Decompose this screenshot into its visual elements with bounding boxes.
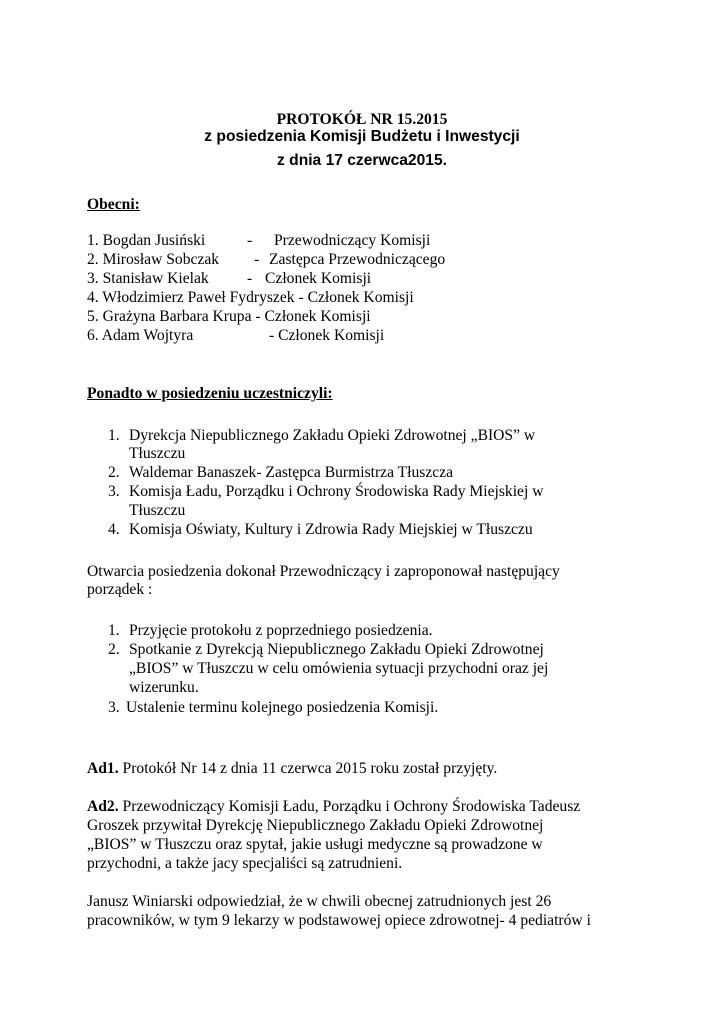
opening-text: Otwarcia posiedzenia dokonał Przewodniczący i zaproponował następujący — [87, 563, 560, 580]
ad1-paragraph — [87, 759, 497, 779]
ad2-text: „BIOS” w Tłuszczu oraz spytał, jakie usługi medyczne są prowadzone w — [87, 836, 543, 853]
agenda-text: Przyjęcie protokołu z poprzedniego posiedzenia. — [129, 622, 433, 639]
participant-text: Komisja Oświaty, Kultury i Zdrowia Rady Miejskiej w Tłuszczu — [129, 521, 533, 538]
agenda-number: 3. — [108, 699, 120, 716]
ad1-text: Protokół Nr 14 z dnia 11 czerwca 2015 roku został przyjęty. — [118, 760, 498, 777]
document-title: PROTOKÓŁ NR 15.2015 — [276, 111, 448, 128]
participant-text: Waldemar Banaszek- Zastępca Burmistrza Tłuszcza — [129, 464, 454, 481]
ad2-text: przychodni, a także jacy specjaliści są zatrudnieni. — [87, 855, 403, 872]
agenda-number: 2. — [108, 641, 120, 658]
member-name: 3. Stanisław Kielak — [87, 270, 209, 287]
member-name: 6. Adam Wojtyra — [87, 327, 194, 344]
member-row: 4. Włodzimierz Paweł Fydryszek - Członek Komisji — [87, 289, 414, 306]
member-role: Przewodniczący Komisji — [274, 232, 431, 249]
participant-number: 3. — [108, 483, 120, 500]
winiarski-text: pracowników, w tym 9 lekarzy w podstawowej opiece zdrowotnej- 4 pediatrów i — [87, 912, 591, 929]
member-name: 2. Mirosław Sobczak — [87, 251, 220, 268]
member-dash: - — [254, 251, 260, 268]
ad2-text: Groszek przywitał Dyrekcję Niepublicznego Zakładu Opieki Zdrowotnej — [87, 817, 544, 834]
member-role: Członek Komisji — [265, 270, 372, 287]
participant-text: Tłuszczu — [129, 445, 186, 462]
ad2-text: Przewodniczący Komisji Ładu, Porządku i Ochrony Środowiska Tadeusz — [118, 798, 581, 815]
ad1-label: Ad1. — [87, 760, 119, 777]
member-row: 5. Grażyna Barbara Krupa - Członek Komisji — [87, 308, 371, 325]
document-subtitle: z posiedzenia Komisji Budżetu i Inwestycji — [204, 128, 520, 145]
agenda-text: wizerunku. — [129, 679, 199, 696]
member-name: 1. Bogdan Jusiński — [87, 232, 206, 249]
participants-heading: Ponadto w posiedzeniu uczestniczyli: — [87, 385, 333, 402]
member-dash: - — [247, 232, 253, 249]
winiarski-text: Janusz Winiarski odpowiedział, że w chwili obecnej zatrudnionych jest 26 — [87, 893, 552, 910]
agenda-text: „BIOS” w Tłuszczu w celu omówienia sytuacji przychodni oraz jej — [129, 660, 549, 677]
agenda-text: Spotkanie z Dyrekcją Niepublicznego Zakładu Opieki Zdrowotnej — [129, 641, 544, 658]
participant-text: Dyrekcja Niepublicznego Zakładu Opieki Zdrowotnej „BIOS” w — [129, 427, 536, 444]
ad2-label: Ad2. — [87, 798, 119, 815]
agenda-text: Ustalenie terminu kolejnego posiedzenia Komisji. — [126, 699, 439, 716]
member-dash: - — [247, 270, 253, 287]
agenda-number: 1. — [108, 622, 120, 639]
ad2-paragraph — [87, 797, 580, 817]
participant-number: 1. — [108, 427, 120, 444]
opening-text: porządek : — [87, 581, 153, 598]
participant-number: 2. — [108, 464, 120, 481]
participant-number: 4. — [108, 521, 120, 538]
present-heading: Obecni: — [87, 196, 140, 213]
participant-text: Tłuszczu — [129, 502, 186, 519]
member-role: Zastępca Przewodniczącego — [269, 251, 446, 268]
participant-text: Komisja Ładu, Porządku i Ochrony Środowiska Rady Miejskiej w — [129, 483, 544, 500]
member-role: - Członek Komisji — [269, 327, 385, 344]
document-date: z dnia 17 czerwca2015. — [277, 152, 447, 169]
